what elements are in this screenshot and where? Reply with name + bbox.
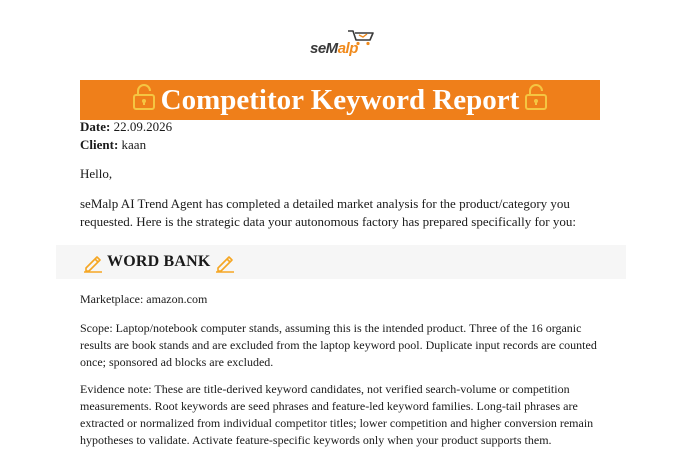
unlock-icon [523, 83, 549, 111]
date-label: Date: [80, 119, 111, 134]
semalp-logo [306, 26, 378, 62]
client-label: Client: [80, 137, 119, 152]
report-client [80, 136, 610, 154]
unlock-icon [131, 83, 157, 111]
marketplace-line: Marketplace: amazon.com [80, 292, 208, 306]
word-bank-title: WORD BANK [107, 253, 211, 270]
word-bank-header [56, 245, 626, 279]
report-title-banner [80, 80, 600, 120]
report-date [80, 118, 610, 136]
logo-wordmark: seMalp [310, 40, 358, 57]
client-value: kaan [121, 137, 147, 152]
pencil-icon [214, 251, 236, 273]
report-title: Competitor Keyword Report [160, 83, 520, 116]
date-value: 22.09.2026 [113, 119, 173, 134]
intro-message: seMalp AI Trend Agent has completed a detailed market analysis for the product/category you requested. Here is the strategic data your autonomous factory has prepared specifically for you: [80, 196, 576, 229]
evidence-note: Evidence note: These are title-derived keyword candidates, not verified search-volume or competition measurements. Root keywords are seed phrases and feature-led keyword families. Long-tail phrases are extracted or normalized from individual competitor titles; lower competition and higher conversion remain hypotheses to validate. Activate feature-specific keywords only when your product supports them. [80, 382, 594, 447]
greeting: Hello, [80, 166, 113, 181]
scope-paragraph: Scope: Laptop/notebook computer stands, assuming this is the intended product. Three of the 16 organic results are book stands and are excluded from the laptop keyword pool. Duplicate input records are counted once; sponsored ad blocks are excluded. [80, 321, 597, 369]
pencil-icon [82, 251, 104, 273]
